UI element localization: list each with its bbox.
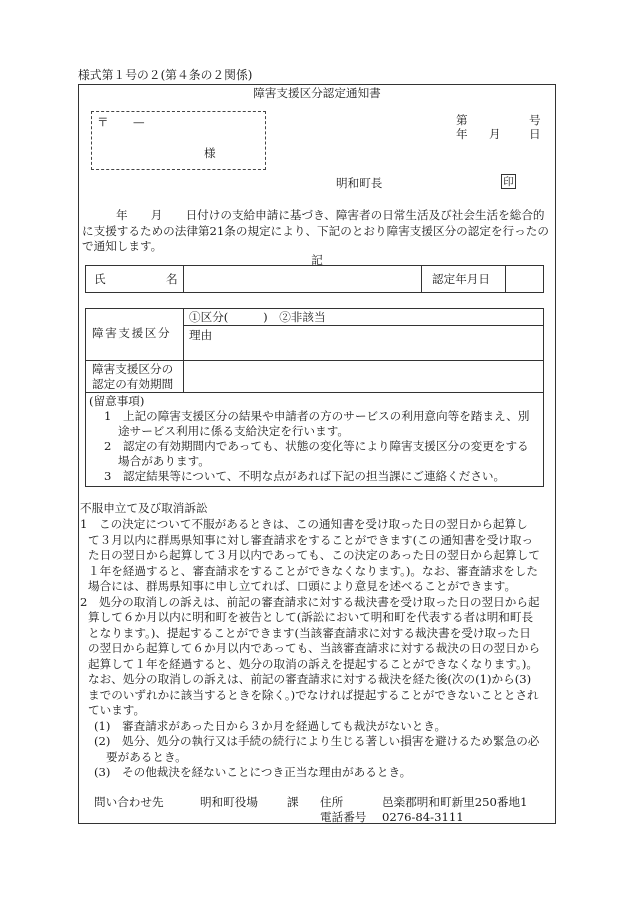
- appeal-line: 1 この決定について不服があるときは、この通知書を受け取った日の翌日から起算し: [80, 517, 528, 531]
- appeal-line: た日の翌日から起算して３月以内であっても、この決定のあった日の翌日から起算して: [88, 548, 540, 562]
- table-divider: [421, 266, 422, 292]
- postal-dash: —: [133, 115, 145, 129]
- appeal-line: となります。)、提起することができます(当該審査請求に対する裁決書を受け取った日: [88, 625, 531, 640]
- recipient-address-box[interactable]: [91, 111, 266, 170]
- contact-office: 明和町役場: [200, 795, 258, 809]
- appeal-line: 起算して１年を経過すると、処分の取消の訴えを提起することができなくなります。)。: [88, 656, 538, 671]
- seal-stamp: 印: [501, 174, 516, 189]
- appeal-line: 場合には、群馬県知事に申し立てれば、口頭により意見を述べることができます。: [88, 579, 517, 593]
- intro-line: で通知します。: [82, 239, 163, 253]
- form-number-label: 様式第１号の２(第４条の２関係): [78, 68, 253, 82]
- appeal-line: (3) その他裁決を経ないことにつき正当な理由があるとき。: [94, 765, 412, 779]
- remarks-box: [85, 393, 544, 487]
- classification-label: 障害支援区分: [92, 326, 172, 340]
- table-divider: [86, 360, 543, 361]
- validity-label-line2: 認定の有効期間: [92, 377, 174, 391]
- appeal-line: 算して６か月以内に明和町を被告として(訴訟において明和町を代表する者は明和町長: [88, 610, 534, 624]
- certification-date-label: 認定年月日: [432, 272, 490, 286]
- appeal-line: の翌日から起算して６か月以内であっても、当該審査請求に対する裁決の日の翌日から: [88, 641, 541, 655]
- remark-line: 2 認定の有効期間内であっても、状態の変化等により障害支援区分の変更をする: [104, 439, 529, 453]
- number-suffix: 号: [529, 113, 541, 127]
- remark-line: 3 認定結果等について、不明な点があれば下記の担当課にご連絡ください。: [104, 469, 506, 483]
- remark-line: 途サービス利用に係る支給決定を行います。: [118, 424, 349, 438]
- appeal-heading: 不服申立て及び取消訴訟: [80, 501, 208, 515]
- contact-address-label: 住所: [320, 795, 344, 809]
- appeal-line: 要があるとき。: [106, 749, 187, 764]
- appeal-line: て３月以内に群馬県知事に対し審査請求をすることができます(この通知書を受け取っ: [88, 532, 534, 547]
- name-date-table: [85, 265, 544, 293]
- name-label-left: 氏: [94, 272, 106, 286]
- ki-heading: 記: [311, 253, 323, 267]
- certification-date-field[interactable]: [506, 266, 544, 292]
- appeal-line: (1) 審査請求があった日から３か月を経過しても裁決がないとき。: [94, 718, 447, 733]
- number-prefix: 第: [456, 113, 468, 127]
- name-field[interactable]: [184, 266, 421, 292]
- intro-paragraph: [84, 208, 552, 255]
- postal-mark: 〒: [97, 115, 109, 129]
- appeal-line: までのいずれかに該当するときを除く。)でなければ提起することができないこととされ: [88, 687, 539, 702]
- remark-line: 1 上記の障害支援区分の結果や申請者の方のサービスの利用意向等を踏まえ、別: [104, 409, 530, 423]
- contact-phone: 0276-84-3111: [382, 810, 464, 824]
- issuer-name: 明和町長: [336, 176, 383, 190]
- date-month: 月: [489, 127, 501, 141]
- appeal-line: (2) 処分、処分の執行又は手続の続行により生じる著しい損害を避けるため緊急の必: [94, 734, 540, 748]
- appeal-line: 2 処分の取消しの訴えは、前記の審査請求に対する裁決書を受け取った日の翌日から起: [80, 594, 540, 609]
- validity-label-line1: 障害支援区分の: [92, 362, 174, 376]
- remark-line: 場合があります。: [118, 454, 210, 468]
- intro-line: に支援するための法律第21条の規定により、下記のとおり障害支援区分の認定を行ったの: [82, 223, 549, 238]
- contact-phone-label: 電話番号: [320, 810, 367, 824]
- contact-address: 邑楽郡明和町新里250番地1: [382, 795, 528, 809]
- contact-label: 問い合わせ先: [94, 795, 164, 809]
- classification-table: [85, 308, 544, 393]
- name-label-right: 名: [166, 272, 178, 286]
- appeal-line: なお、処分の取消しの訴えは、前記の審査請求に対する裁決を経た後(次の(1)から(3): [88, 672, 532, 686]
- date-day: 日: [529, 127, 541, 141]
- document-title: 障害支援区分認定通知書: [253, 86, 381, 100]
- classification-options[interactable]: ①区分( ) ②非該当: [189, 310, 326, 324]
- table-divider: [183, 325, 543, 326]
- recipient-honorific: 様: [204, 146, 216, 160]
- table-divider: [183, 309, 184, 392]
- contact-section: 課: [287, 795, 299, 809]
- reason-label: 理由: [189, 328, 213, 342]
- date-year: 年: [456, 127, 468, 141]
- remarks-heading: (留意事項): [89, 394, 145, 408]
- appeal-line: ています。: [88, 703, 146, 717]
- appeal-line: １年を経過すると、審査請求をすることができなくなります。)。なお、審査請求をした: [88, 563, 538, 578]
- intro-line: 年 月 日付けの支給申請に基づき、障害者の日常生活及び社会生活を総合的: [116, 208, 545, 222]
